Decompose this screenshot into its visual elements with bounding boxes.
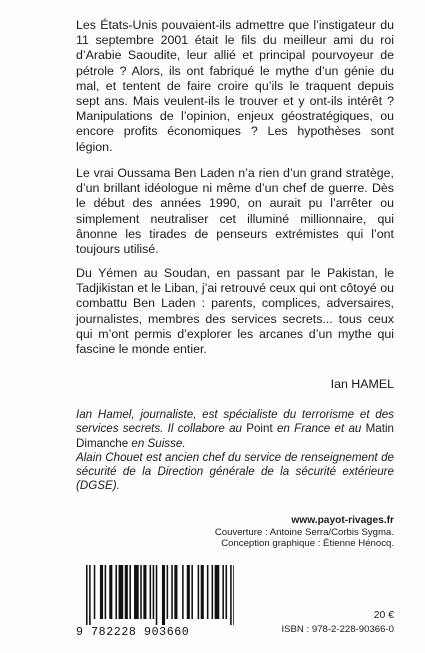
publication-point: Point [246, 422, 273, 436]
barcode-digits: 9 782228 903660 [76, 626, 190, 639]
barcode-bar [226, 565, 228, 619]
barcode-bar [191, 565, 193, 619]
barcode-bar [187, 565, 190, 619]
barcode-bar [222, 565, 224, 619]
barcode-bar [156, 565, 158, 625]
barcode-bar [201, 565, 204, 619]
barcode-bar [100, 565, 103, 619]
barcode-bar [167, 565, 169, 619]
price: 20 € [373, 610, 394, 621]
barcode-bar [94, 565, 96, 619]
barcode-bar [105, 565, 107, 619]
publication-matin: Matin Dimanche [76, 422, 394, 450]
bio-line-2: Alain Chouet est ancien chef du service de renseignement de sécurité de la Direction générale de la sécurité extérieure (DGSE). [76, 450, 394, 493]
blurb-paragraph-1 [76, 18, 394, 155]
publisher-website[interactable]: www.payot-rivages.fr [291, 515, 394, 526]
blurb-paragraph-2 [76, 166, 394, 257]
bio-text: en France et au [272, 422, 366, 436]
blurb-paragraph-3 [76, 266, 394, 357]
cover-credit: Couverture : Antoine Serra/Corbis Sygma. [214, 526, 394, 538]
barcode-bar [182, 565, 184, 619]
barcode-bar [86, 565, 88, 625]
barcode-bar [215, 565, 220, 619]
barcode-bar [119, 565, 124, 619]
barcode-bar [115, 565, 117, 619]
barcode [76, 565, 236, 641]
credits [200, 515, 394, 550]
barcode-bar [125, 565, 128, 619]
author-signature: Ian HAMEL [330, 377, 394, 391]
bio-text: Ian Hamel, journaliste, est spécialiste du terrorisme et des services secrets. Il collabore au [76, 408, 394, 436]
barcode-bar [230, 565, 232, 625]
author-bio [76, 408, 394, 494]
isbn: ISBN : 978-2-228-90366-0 [281, 624, 394, 635]
bio-text: en Suisse. [128, 436, 186, 450]
barcode-bar [198, 565, 200, 619]
barcode-bar [174, 565, 177, 619]
barcode-bar [143, 565, 146, 619]
bio-line-1 [76, 408, 394, 451]
barcode-bar [129, 565, 131, 619]
barcode-bar [171, 565, 173, 619]
barcode-bar [233, 565, 234, 625]
barcode-bar [150, 565, 152, 619]
barcode-bar [207, 565, 209, 619]
blurb-text: Les États-Unis pouvaient-ils admettre que l’instigateur du 11 septembre 2001 était le fils du meilleur ami du roi d’Arabie Saoudite, leur allié et principal pourvoyeur de pétrole ? Alors, ils ont fabriqué le mythe d’un génie du mal, et tentent de faire croire qu’ils le traquent depuis sept ans. Mais veulent-ils le trouver et y ont-ils intérêt ? Manipulations de l’opinion, enjeux géostratégiques, ou encore profits économiques ? Les hypothèses sont légion. [76, 18, 394, 154]
barcode-bar [109, 565, 112, 619]
barcode-bars [86, 565, 234, 625]
barcode-bar [162, 565, 165, 625]
barcode-bar [212, 565, 214, 619]
barcode-bar [153, 565, 155, 619]
barcode-bar [134, 565, 139, 619]
design-credit: Conception graphique : Étienne Hénocq. [221, 538, 394, 550]
blurb-text: Le vrai Oussama Ben Laden n’a rien d’un grand stratège, d’un brillant idéologue ni même d’un chef de guerre. Dès le début des années 1990, on aurait pu l’arrêter ou simplement neutraliser cet illuminé millionnaire, qui ânonne les tirades de penseurs extrémistes qui l’ont toujours utilisé. [76, 166, 394, 257]
blurb-text: Du Yémen au Soudan, en passant par le Pakistan, le Tadjikistan et le Liban, j’ai retrouvé ceux qui ont côtoyé ou combattu Ben Laden : parents, complices, adversaires, journalistes, membres des services secrets... tous ceux qui m’ont permis d’explorer les arcanes d’un mythe qui fascine le monde entier. [76, 266, 394, 357]
barcode-bar [140, 565, 142, 619]
barcode-bar [89, 565, 91, 625]
